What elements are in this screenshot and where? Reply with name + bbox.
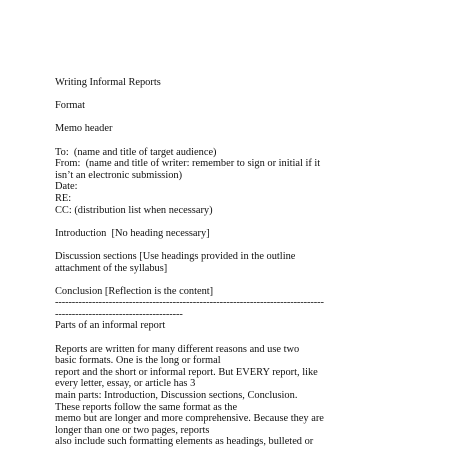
section-heading: Parts of an informal report [55, 320, 166, 332]
format-label: Format [55, 100, 86, 112]
body-line: Reports are written for many different reasons and use two [55, 343, 300, 355]
memo-header-label: Memo header [55, 123, 113, 135]
memo-re-line: RE: [55, 192, 72, 204]
spacer [55, 239, 450, 251]
body-line: also include such formatting elements as headings, bulleted or [55, 436, 314, 448]
memo-to-line: To: (name and title of target audience) [55, 146, 217, 158]
spacer [55, 89, 450, 101]
body-line: basic formats. One is the long or formal [55, 355, 221, 367]
memo-date-line: Date: [55, 181, 78, 193]
body-line: report and the short or informal report. But EVERY report, like [55, 366, 318, 378]
body-line: main parts: Introduction, Discussion sections, Conclusion. [55, 390, 298, 402]
spacer [55, 216, 450, 228]
separator-rule-continued: -------------------------------------- [55, 308, 183, 320]
spacer [55, 135, 450, 147]
memo-cc-line: CC: (distribution list when necessary) [55, 204, 213, 216]
memo-from-line-continued: isn’t an electronic submission) [55, 169, 183, 181]
body-line: These reports follow the same format as the [55, 401, 238, 413]
spacer [55, 332, 450, 344]
body-line: longer than one or two pages, reports [55, 424, 210, 436]
spacer [55, 112, 450, 124]
discussion-line-continued: attachment of the syllabus] [55, 262, 168, 274]
document-title: Writing Informal Reports [55, 77, 161, 88]
separator-rule: -------------------------------------------------------------------------------- [55, 297, 324, 309]
spacer [55, 274, 450, 286]
body-line: memo but are longer and more comprehensive. Because they are [55, 413, 324, 425]
document-body [55, 77, 450, 448]
conclusion-line: Conclusion [Reflection is the content] [55, 285, 214, 297]
memo-from-line: From: (name and title of writer: remember to sign or initial if it [55, 158, 321, 170]
introduction-line: Introduction [No heading necessary] [55, 227, 210, 239]
body-line: every letter, essay, or article has 3 [55, 378, 196, 390]
discussion-line: Discussion sections [Use headings provided in the outline [55, 250, 296, 262]
